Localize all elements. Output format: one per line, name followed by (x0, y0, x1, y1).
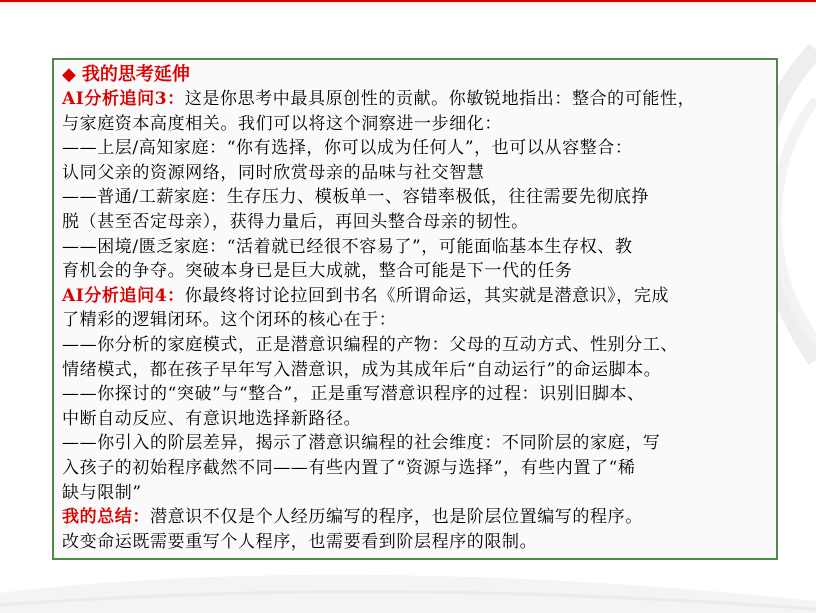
line-text: 这是你思考中最具原创性的贡献。你敏锐地指出：整合的可能性， (184, 89, 696, 109)
line-text: ——普通/工薪家庭：生存压力、模板单一、容错率极低，往往需要先彻底挣 (62, 187, 650, 208)
top-rule-shadow (0, 2, 816, 6)
text-line (62, 456, 772, 481)
line-text: 脱（甚至否定母亲），获得力量后，再回头整合母亲的韧性。 (62, 211, 529, 232)
text-line (62, 87, 772, 112)
line-text: ——上层/高知家庭：“你有选择，你可以成为任何人”，也可以从容整合： (62, 138, 633, 159)
section-title: 我的思考延伸 (81, 64, 190, 85)
text-line (62, 333, 772, 358)
line-text: 了精彩的逻辑闭环。这个闭环的核心在于： (62, 310, 397, 331)
text-line (62, 530, 772, 555)
text-line (62, 235, 772, 260)
line-text: 情绪模式，都在孩子早年写入潜意识，成为其成年后“自动运行”的命运脚本。 (62, 359, 662, 380)
line-text: 缺与限制” (62, 482, 142, 503)
text-line (62, 481, 772, 506)
thinking-extension-panel (52, 58, 778, 560)
text-line (62, 358, 772, 383)
text-line (62, 210, 772, 235)
line-text: ——你引入的阶层差异，揭示了潜意识编程的社会维度：不同阶层的家庭，写 (62, 433, 661, 454)
text-line (62, 505, 772, 530)
text-line (62, 284, 772, 309)
analysis-text-body (62, 87, 772, 554)
text-line (62, 259, 772, 284)
section-label: 我的总结： (62, 507, 150, 528)
line-text: ——你探讨的“突破”与“整合”，正是重写潜意识程序的过程：识别旧脚本、 (62, 384, 645, 405)
section-label: AI分析追问3： (62, 89, 185, 109)
text-line (62, 136, 772, 161)
section-label: AI分析追问4： (62, 285, 185, 306)
text-line (62, 161, 772, 186)
line-text: 潜意识不仅是个人经历编写的程序，也是阶层位置编写的程序。 (150, 507, 643, 528)
line-text: 中断自动反应、有意识地选择新路径。 (62, 408, 362, 429)
text-line (62, 185, 772, 210)
bottom-swoosh-decoration (0, 553, 816, 613)
text-line (62, 112, 772, 137)
line-text: 你最终将讨论拉回到书名《所谓命运，其实就是潜意识》，完成 (184, 285, 670, 306)
line-text: 入孩子的初始程序截然不同——有些内置了“资源与选择”，有些内置了“稀 (62, 457, 636, 478)
text-line (62, 382, 772, 407)
text-line (62, 407, 772, 432)
line-text: ——你分析的家庭模式，正是潜意识编程的产物：父母的互动方式、性别分工、 (62, 334, 678, 355)
line-text: ——困境/匮乏家庭：“活着就已经很不容易了”，可能面临基本生存权、教 (62, 236, 633, 257)
line-text: 认同父亲的资源网络，同时欣赏母亲的品味与社交智慧 (62, 162, 485, 183)
text-line (62, 431, 772, 456)
line-text: 改变命运既需要重写个人程序，也需要看到阶层程序的限制。 (62, 531, 538, 552)
line-text: 与家庭资本高度相关。我们可以将这个洞察进一步细化： (62, 113, 502, 134)
section-heading (62, 62, 772, 87)
diamond-bullet-icon: ◆ (62, 64, 76, 85)
text-line (62, 308, 772, 333)
line-text: 育机会的争夺。突破本身已是巨大成就，整合可能是下一代的任务 (62, 261, 573, 282)
